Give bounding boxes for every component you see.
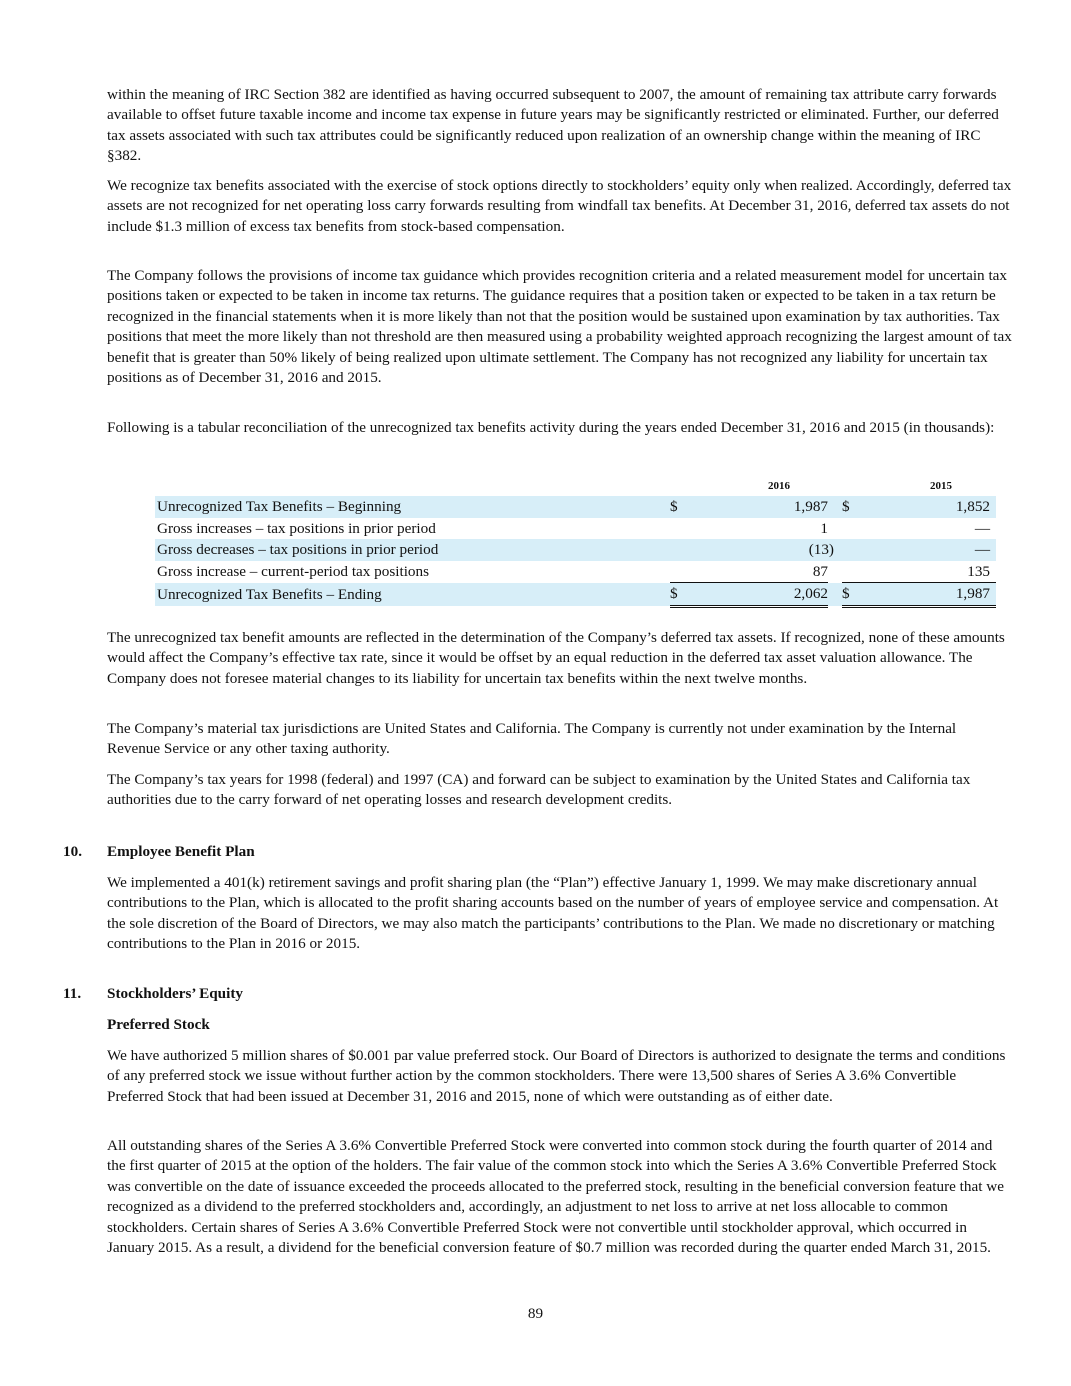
section-heading-stockholders-equity (63, 985, 243, 1003)
paragraph-table-intro: Following is a tabular reconciliation of the unrecognized tax benefits activity during the years ended December 31, 2016 and 2015 (in thousands): (107, 419, 995, 436)
section-title: Employee Benefit Plan (107, 843, 255, 860)
section-number: 10. (63, 843, 82, 860)
dollar-sign (670, 561, 684, 583)
value-2015: 1,852 (856, 496, 996, 518)
dollar-sign: $ (670, 583, 684, 607)
paragraph-tax-jurisdictions: The Company’s material tax jurisdictions are United States and California. The Company is currently not under examination by the Internal Revenue Service or any other taxing authority. (107, 720, 957, 758)
table-row (155, 539, 996, 561)
value-2016: 2,062 (684, 583, 828, 607)
dollar-sign (842, 539, 856, 561)
page-number: 89 (527, 1305, 544, 1322)
table-header-row (155, 477, 996, 496)
value-2016: 1 (820, 519, 828, 537)
dollar-sign: $ (842, 583, 856, 607)
section-heading-employee-benefit-plan (63, 843, 255, 861)
paragraph-ownership-change: within the meaning of IRC Section 382 are identified as having occurred subsequent to 2007, the amount of remaining tax attribute carry forwards available to offset future taxable income and income tax expense in future years may be significantly restricted or eliminated. Further, our deferred tax assets associated with such tax attributes could be significantly reduced upon realization of an ownership change within the meaning of IRC §382. (107, 86, 999, 165)
row-label: Gross increases – tax positions in prior period (157, 519, 436, 537)
section-number: 11. (63, 985, 82, 1002)
dollar-sign (842, 518, 856, 540)
dollar-sign (842, 561, 856, 583)
table-row (155, 561, 996, 583)
column-header-2016: 2016 (768, 480, 790, 492)
value-2016: 1,987 (684, 496, 828, 518)
value-2015: 135 (967, 562, 990, 580)
column-header-2015: 2015 (930, 480, 952, 492)
paragraph-stock-options: We recognize tax benefits associated with the exercise of stock options directly to stockholders’ equity only when realized. Accordingly, deferred tax assets are not recognized for net operating loss carry forwards resulting from windfall tax benefits. At December 31, 2016, deferred tax assets do not include $1.3 million of excess tax benefits from stock-based compensation. (107, 177, 1012, 235)
value-2015: 1,987 (856, 583, 996, 607)
dollar-sign (670, 518, 684, 540)
row-label: Unrecognized Tax Benefits – Beginning (155, 496, 670, 518)
section-title: Stockholders’ Equity (107, 985, 244, 1002)
row-label: Gross increase – current-period tax positions (157, 562, 430, 580)
paragraph-tax-years: The Company’s tax years for 1998 (federal) and 1997 (CA) and forward can be subject to examination by the United States and California tax authorities due to the carry forward of net operating losses and research development credits. (107, 771, 971, 809)
table-row (155, 496, 996, 518)
value-2015: — (974, 519, 990, 537)
table-row-total (155, 583, 996, 607)
dollar-sign (670, 539, 684, 561)
value-2016: (13) (684, 539, 828, 561)
unrecognized-tax-benefits-table (155, 477, 996, 608)
value-2016: 87 (812, 562, 828, 580)
paragraph-uncertain-tax: The Company follows the provisions of income tax guidance which provides recognition criteria and a related measurement model for uncertain tax positions taken or expected to be taken in income tax returns. The guidance requires that a position taken or expected to be taken in a tax return be recognized in the financial statements when it is more likely than not that the position would be sustained upon examination by tax authorities. Tax positions that meet the more likely than not threshold are then measured using a probability weighted approach recognizing the largest amount of tax benefit that is greater than 50% likely of being realized upon ultimate settlement. The Company has not recognized any liability for uncertain tax positions as of December 31, 2016 and 2015. (107, 267, 1012, 387)
dollar-sign: $ (842, 496, 856, 518)
table-row (155, 518, 996, 540)
dollar-sign: $ (670, 496, 684, 518)
subheading-preferred-stock: Preferred Stock (107, 1016, 210, 1033)
value-2015: — (856, 539, 996, 561)
row-label: Unrecognized Tax Benefits – Ending (155, 583, 670, 607)
row-label: Gross decreases – tax positions in prior period (155, 539, 670, 561)
paragraph-401k-plan: We implemented a 401(k) retirement savings and profit sharing plan (the “Plan”) effective January 1, 1999. We may make discretionary annual contributions to the Plan, which is allocated to the profit sharing accounts based on the number of years of employee service and compensation. At the sole discretion of the Board of Directors, we may also match the participants’ contributions to the Plan. We made no discretionary or matching contributions to the Plan in 2016 or 2015. (107, 874, 999, 953)
paragraph-reflected-amounts: The unrecognized tax benefit amounts are reflected in the determination of the Company’s deferred tax assets. If recognized, none of these amounts would affect the Company’s effective tax rate, since it would be offset by an equal reduction in the deferred tax asset valuation allowance. The Company does not foresee material changes to its liability for uncertain tax benefits within the next twelve months. (107, 629, 1005, 687)
paragraph-authorized-preferred: We have authorized 5 million shares of $0.001 par value preferred stock. Our Board of Directors is authorized to designate the terms and conditions of any preferred stock we issue without further action by the common stockholders. There were 13,500 shares of Series A 3.6% Convertible Preferred Stock that had been issued at December 31, 2016 and 2015, none of which were outstanding as of either date. (107, 1047, 1006, 1105)
paragraph-conversion: All outstanding shares of the Series A 3.6% Convertible Preferred Stock were converted into common stock during the fourth quarter of 2014 and the first quarter of 2015 at the option of the holders. The fair value of the common stock into which the Series A 3.6% Convertible Preferred Stock was convertible on the date of issuance exceeded the proceeds allocated to the preferred stock, resulting in the beneficial conversion feature that we recognized as a dividend to the preferred stockholders and, accordingly, an adjustment to net loss to arrive at net loss allocable to common stockholders. Certain shares of Series A 3.6% Convertible Preferred Stock were not convertible until stockholder approval, which occurred in January 2015. As a result, a dividend for the beneficial conversion feature of $0.7 million was recorded during the quarter ended March 31, 2015. (107, 1137, 1004, 1257)
